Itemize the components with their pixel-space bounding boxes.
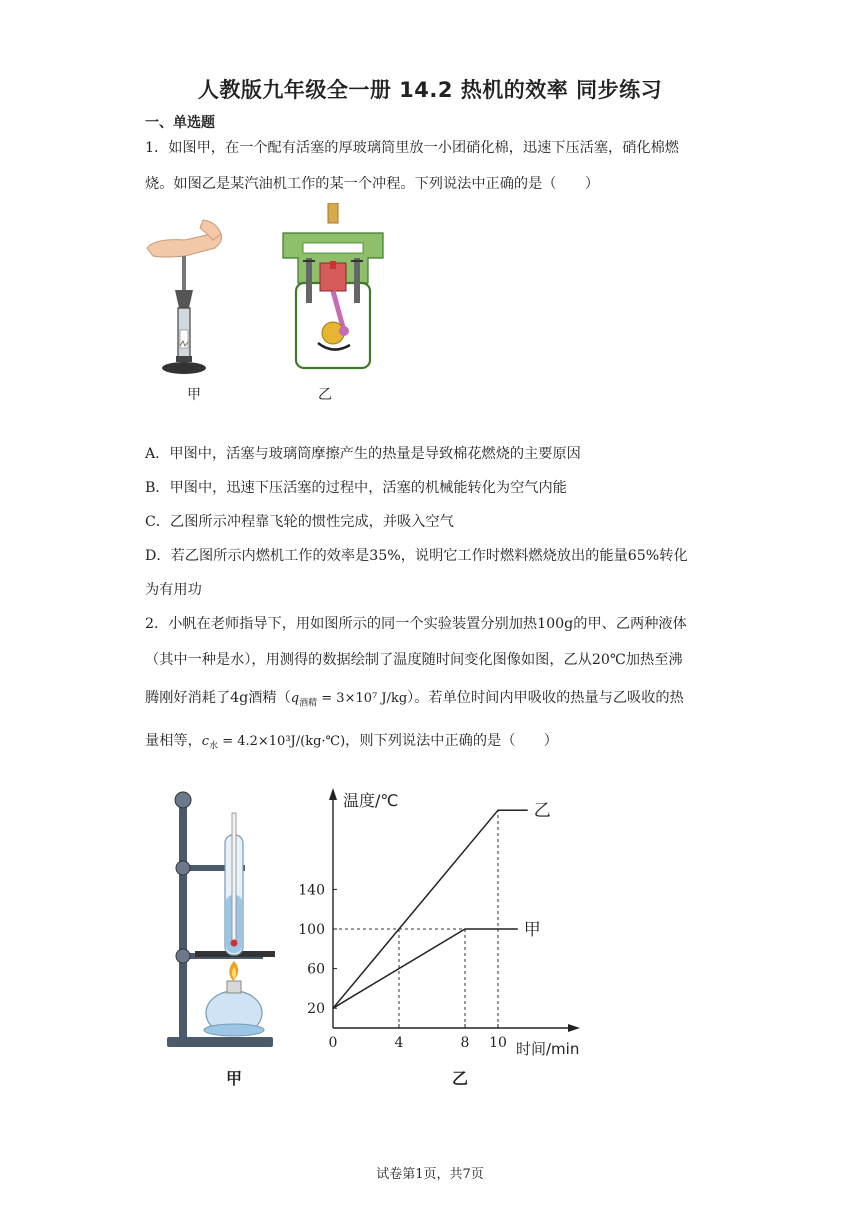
q1-figure-label-right: 乙 [318,387,332,403]
series-label-1: 乙 [533,801,551,822]
q1-text-line2: 烧。如图乙是某汽油机工作的某一个冲程。下列说法中正确的是（ ） [145,176,600,192]
series-line-0 [333,929,518,1008]
q2-text-line1: 2．小帆在老师指导下，用如图所示的同一个实验装置分别加热100g的甲、乙两种液体 [145,616,687,632]
q1-option-d-line2: 为有用功 [145,582,202,598]
q2-line4-suffix: ，则下列说法中正确的是（ ） [345,733,558,749]
chart-x-axis-label: 时间/min [516,1040,580,1058]
q1-option-a: A．甲图中，活塞与玻璃筒摩擦产生的热量是导致棉花燃烧的主要原因 [145,446,581,462]
q1-figure-syringe [145,210,235,380]
x-tick-label: 0 [328,1035,338,1051]
page-title: 人教版九年级全一册 14.2 热机的效率 同步练习 [197,78,663,102]
y-tick-label: 140 [298,882,325,899]
q1-option-b: B．甲图中，迅速下压活塞的过程中，活塞的机械能转化为空气内能 [145,480,567,496]
q1-figure-label-left: 甲 [187,387,201,403]
chart-series [333,801,551,1008]
y-tick-label: 100 [298,922,325,938]
series-label-0: 甲 [523,920,541,940]
x-axis-arrow [568,1024,580,1032]
chart-y-axis-label: 温度/℃ [343,791,399,810]
q2-figure-label-right: 乙 [452,1069,469,1088]
q2-text-line2: （其中一种是水），用测得的数据绘制了温度随时间变化图像如图，乙从20℃加热至沸 [145,652,683,668]
q1-text-line1: 1．如图甲，在一个配有活塞的厚玻璃筒里放一小团硝化棉，迅速下压活塞，硝化棉燃 [145,140,679,156]
q2-line3-suffix: ）。若单位时间内甲吸收的热量与乙吸收的热 [407,690,684,706]
q1-option-d-line1: D．若乙图所示内燃机工作的效率是35%，说明它工作时燃料燃烧放出的能量65%转化 [145,548,688,564]
q2-line4-prefix: 量相等， [145,733,202,749]
y-tick-label: 60 [307,961,325,978]
x-tick-label: 4 [394,1035,404,1051]
q2-line3-prefix: 腾刚好消耗了4g酒精（ [145,690,291,706]
q1-option-c: C．乙图所示冲程靠飞轮的惯性完成，并吸入空气 [145,514,454,530]
chart-guides [333,810,498,1028]
q2-figure-apparatus [155,785,285,1055]
q2-formula-c: $c_水$ = 4.2×10³J/(kg·℃) [201,734,346,752]
x-tick-label: 10 [489,1035,507,1051]
q2-formula-q: $q_{酒精} = 3\times 10^7$ J/kg [290,691,408,709]
y-tick-label: 20 [307,1001,325,1018]
section-heading: 一、单选题 [145,115,215,131]
q2-figure-label-left: 甲 [226,1069,243,1088]
q2-text-line3 [145,688,684,714]
y-axis-arrow [329,788,337,800]
page-footer: 试卷第1页，共7页 [376,1167,484,1182]
x-tick-label: 8 [460,1035,470,1051]
q2-temperature-chart [290,780,610,1060]
chart-axes [329,788,580,1032]
q1-figure-engine [278,203,388,373]
q2-text-line4 [145,731,558,757]
